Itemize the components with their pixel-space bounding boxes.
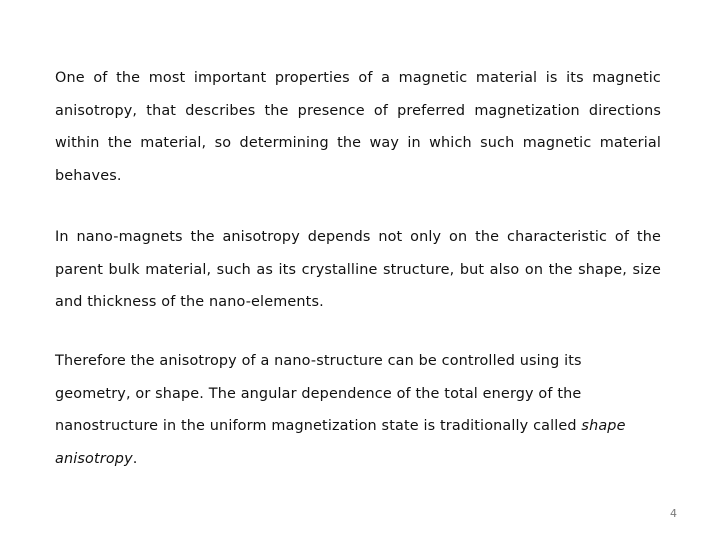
paragraph-magnetic-anisotropy: One of the most important properties of a magnetic material is its magnetic anisotropy, that describes the presence of preferred magnetization directions within the material, so determining the way in which such magnetic material behaves.	[55, 70, 661, 184]
paragraph-nano-magnets: In nano-magnets the anisotropy depends not only on the characteristic of the parent bulk material, such as its crystalline structure, but also on the shape, size and thickness of the nano-elements.	[55, 229, 661, 311]
paragraph-shape-anisotropy-text: Therefore the anisotropy of a nano-structure can be controlled using its geometry, or shape. The angular dependence of the total energy of the nanostructure in the uniform magnetization state is traditionally called	[55, 353, 582, 435]
page-number: 4	[670, 507, 677, 520]
paragraph-shape-anisotropy	[55, 345, 661, 475]
shape-anisotropy-term: shape anisotropy	[55, 418, 626, 467]
paragraph-end-punctuation: .	[132, 450, 138, 467]
